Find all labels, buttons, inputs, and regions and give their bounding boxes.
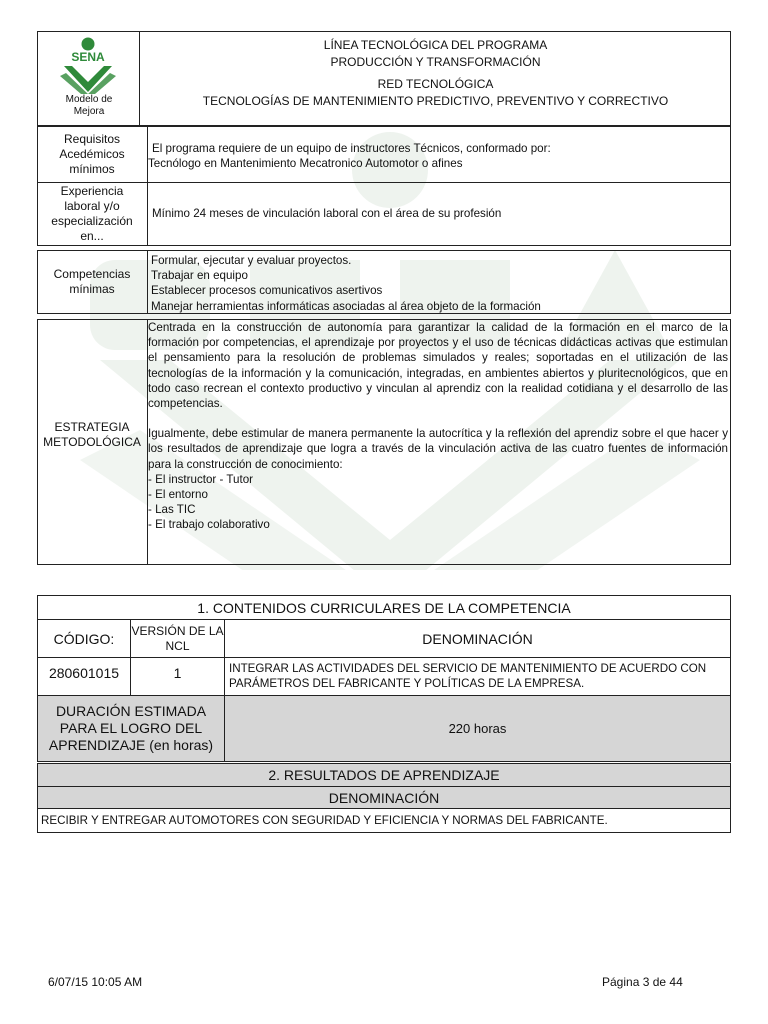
estrategia-item: - Las TIC <box>148 503 196 517</box>
requisitos-label: Requisitos Acedémicos mínimos <box>59 132 125 176</box>
header-line-2: PRODUCCIÓN Y TRANSFORMACIÓN <box>330 55 541 69</box>
denominacion-label: DENOMINACIÓN <box>422 630 533 647</box>
competencias-list <box>151 253 729 314</box>
resultados-header-line <box>37 808 731 809</box>
competencia-item: Formular, ejecutar y evaluar proyectos. <box>151 254 352 267</box>
logo-text: SENA <box>71 50 105 64</box>
resultados-title: 2. RESULTADOS DE APRENDIZAJE <box>38 764 730 786</box>
estrategia-paragraph-1: Centrada en la construcción de autonomía para garantizar la calidad de la formación en el marco de la formación por competencias, el aprendizaje por proyectos y el uso de técnicas didácticas activas que estimulan el pensamiento para la resolución de problemas simulados y reales; soportadas en el utilización de las tecnologías de la información y la comunicación, integradas, en ambientes abiertos y pluritecnológicos, que en todo caso recrean el contexto productivo y vinculan al aprendiz con la realidad cotidiana y el desarrollo de las competencias. <box>148 321 728 411</box>
version-label: VERSIÓN DE LA NCL <box>131 623 224 653</box>
estrategia-paragraph-2: Igualmente, debe estimular de manera permanente la autocrítica y la reflexión del aprendiz sobre el que hacer y los resultados de aprendizaje que logra a través de la vinculación activa de las cuatro fuentes de información para la construcción de conocimiento: <box>148 427 728 471</box>
requisitos-text <box>148 141 728 171</box>
estrategia-item: - El instructor - Tutor <box>148 472 254 486</box>
duracion-value: 220 horas <box>225 696 730 761</box>
competencias-label: Competencias mínimas <box>53 267 131 296</box>
version-value: 1 <box>173 665 182 681</box>
footer-page: Página 3 de 44 <box>602 975 683 989</box>
competencia-item: Trabajar en equipo <box>151 269 248 283</box>
estrategia-label: ESTRATEGIA METODOLÓGICA <box>43 420 141 449</box>
requisitos-line-2: Tecnólogo en Mantenimiento Mecatronico Automotor o afines <box>148 157 463 171</box>
resultados-denominacion-label: DENOMINACIÓN <box>38 787 730 808</box>
logo-caption: Modelo de Mejora <box>65 94 113 117</box>
contenidos-title: 1. CONTENIDOS CURRICULARES DE LA COMPETENCIA <box>197 599 571 616</box>
requisitos-line-1: El programa requiere de un equipo de instructores Técnicos, conformado por: <box>152 142 551 155</box>
competencia-item: Establecer procesos comunicativos asertivos <box>151 284 383 298</box>
header-line-1: LÍNEA TECNOLÓGICA DEL PROGRAMA <box>323 38 548 52</box>
codigo-value: 280601015 <box>48 665 120 681</box>
experiencia-text: Mínimo 24 meses de vinculación laboral con el área de su profesión <box>152 207 502 220</box>
header-line-3: RED TECNOLÓGICA <box>377 77 494 91</box>
header-text <box>140 37 731 110</box>
header-line-4: TECNOLOGÍAS DE MANTENIMIENTO PREDICTIVO, PREVENTIVO Y CORRECTIVO <box>202 94 669 108</box>
sena-logo-icon <box>58 36 118 94</box>
competencia-item: Manejar herramientas informáticas asociadas al área objeto de la formación <box>151 299 541 313</box>
resultado-item: RECIBIR Y ENTREGAR AUTOMOTORES CON SEGURIDAD Y EFICIENCIA Y NORMAS DEL FABRICANTE. <box>41 814 608 827</box>
duracion-label: DURACIÓN ESTIMADA PARA EL LOGRO DEL APRENDIZAJE (en horas) <box>38 696 224 761</box>
denominacion-value: INTEGRAR LAS ACTIVIDADES DEL SERVICIO DE MANTENIMIENTO DE ACUERDO CON PARÁMETROS DEL FABRICANTE Y POLÍTICAS DE LA EMPRESA. <box>229 662 707 690</box>
estrategia-item: - El trabajo colaborativo <box>148 518 270 532</box>
requisitos-row-line <box>37 182 731 183</box>
experiencia-label: Experiencia laboral y/o especialización en... <box>51 184 133 243</box>
competencias-divider <box>147 250 148 314</box>
footer-date: 6/07/15 10:05 AM <box>48 975 143 989</box>
codigo-label: CÓDIGO: <box>53 630 115 647</box>
estrategia-text <box>148 320 728 533</box>
sena-logo <box>58 36 118 96</box>
estrategia-item: - El entorno <box>148 488 208 502</box>
